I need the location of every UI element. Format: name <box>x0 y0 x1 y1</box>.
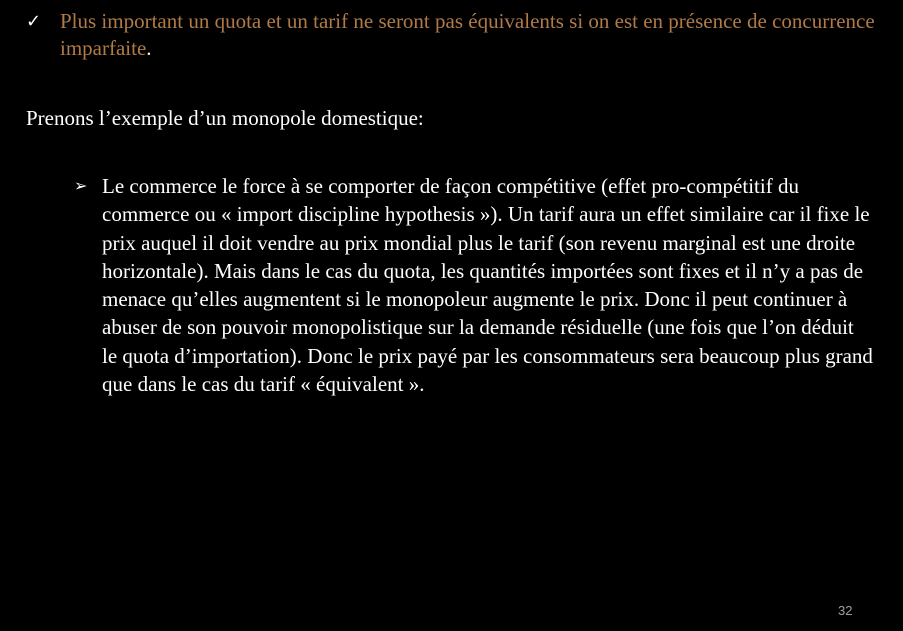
check-icon: ✓ <box>26 11 42 32</box>
bullet-check-text <box>60 8 876 62</box>
bullet-imperfect-competition <box>26 8 876 62</box>
bullet-monopoly-explanation <box>74 172 874 398</box>
page-number: 32 <box>838 603 853 618</box>
arrow-bullet-icon: ➢ <box>74 176 88 195</box>
bullet-arrow-text: Le commerce le force à se comporter de façon compétitive (effet pro-compétitif du commerce ou « import discipline hypothesis »). Un tarif aura un effet similaire car il fixe le prix auquel il doit vendre au prix mondial plus le tarif (son revenu marginal est une droite horizontale). Mais dans le cas du quota, les quantités importées sont fixes et il n’y a pas de menace qu’elles augmentent si le monopoleur augmente le prix. Donc il peut continuer à abuser de son pouvoir monopolistique sur la demande résiduelle (une fois que l’on déduit le quota d’importation). Donc le prix payé par les consommateurs sera beaucoup plus grand que dans le cas du tarif « équivalent ». <box>102 174 873 397</box>
intro-text: Prenons l’exemple d’un monopole domestique: <box>26 106 424 130</box>
bullet-check-period: . <box>146 36 152 60</box>
bullet-check-main-text: Plus important un quota et un tarif ne seront pas équivalents si on est en présence de concurrence imparfaite <box>60 9 875 60</box>
